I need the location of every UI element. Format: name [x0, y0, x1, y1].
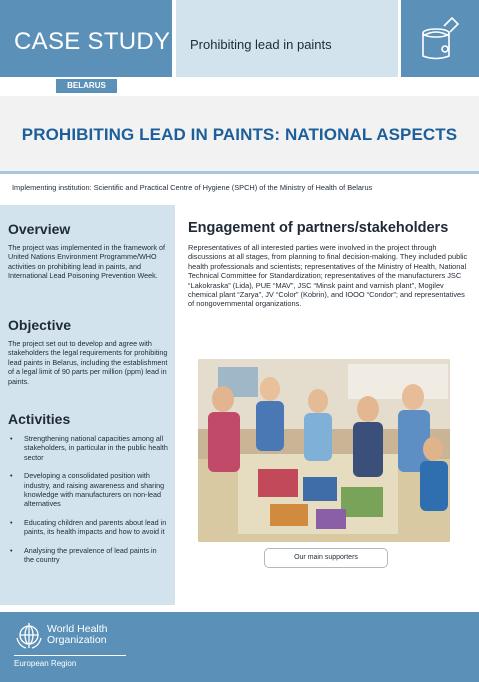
list-item: • Analysing the prevalence of lead paints in the country [10, 545, 157, 565]
sidebar [0, 205, 175, 605]
bullet-icon: • [10, 434, 13, 443]
header-case-study-block [0, 0, 172, 77]
overview-text: The project was implemented in the framework of United Nations Environment Programme/WHO activities on prohibiting lead in paints, and International Lead Poisoning Prevention Week. [8, 243, 165, 281]
engagement-text: Representatives of all interested parties were involved in the project through discussions at all stages, from planning to final decision-making. They included public health professionals and scientists; representatives of the Ministry of Health, National Technical Committee for Standardization; representatives of the manufacturers JSC “Lakokraska” (Lida), PUE “MAV”, JSC “Minsk paint and varnish plant”, Mogilev chemical plant “Zarya”, JV “Color” (Kobrin), and IOOO “Condor”; and representatives of nongovernmental organizations. [188, 243, 468, 309]
footer-divider [14, 655, 126, 656]
objective-heading: Objective [8, 317, 72, 333]
activities-heading: Activities [8, 411, 71, 427]
photo-caption: Our main supporters [264, 548, 388, 568]
who-org-name: World Health Organization [47, 623, 108, 646]
bullet-icon: • [10, 517, 13, 527]
children-activity-photo [198, 359, 450, 542]
footer [0, 612, 479, 682]
bullet-icon: • [10, 471, 13, 481]
header-subtitle: Prohibiting lead in paints [190, 37, 332, 52]
header-icon-block [401, 0, 479, 77]
who-emblem-icon [14, 620, 44, 650]
implementing-institution: Implementing institution: Scientific and Practical Centre of Hygiene (SPCH) of the Ministry of Health of Belarus [12, 183, 373, 192]
bullet-icon: • [10, 545, 13, 555]
list-item: • Educating children and parents about lead in paints, its health impacts and how to avoid it [10, 517, 167, 537]
activities-list [8, 434, 168, 573]
list-item: • Strengthening national capacities among all stakeholders, in particular in the public health sector [10, 434, 168, 462]
list-item: • Developing a consolidated position with industry, and raising awareness and sharing knowledge with manufacturers on non-lead alternatives [10, 471, 165, 509]
case-study-label: CASE STUDY [14, 28, 171, 55]
country-badge: BELARUS [56, 79, 117, 93]
paint-can-icon [414, 14, 464, 64]
page-title: PROHIBITING LEAD IN PAINTS: NATIONAL ASPECTS [21, 125, 458, 144]
overview-heading: Overview [8, 221, 71, 237]
header-subtitle-block [176, 0, 398, 77]
title-band [0, 96, 479, 171]
engagement-heading: Engagement of partners/stakeholders [188, 220, 449, 236]
objective-text: The project set out to develop and agree with stakeholders the legal requirements for prohibiting lead paints in Belarus, including the establishment of a legal limit of 90 parts per million (ppm) lead in paints. [8, 339, 168, 386]
who-region: European Region [14, 659, 77, 668]
title-divider [0, 171, 479, 174]
